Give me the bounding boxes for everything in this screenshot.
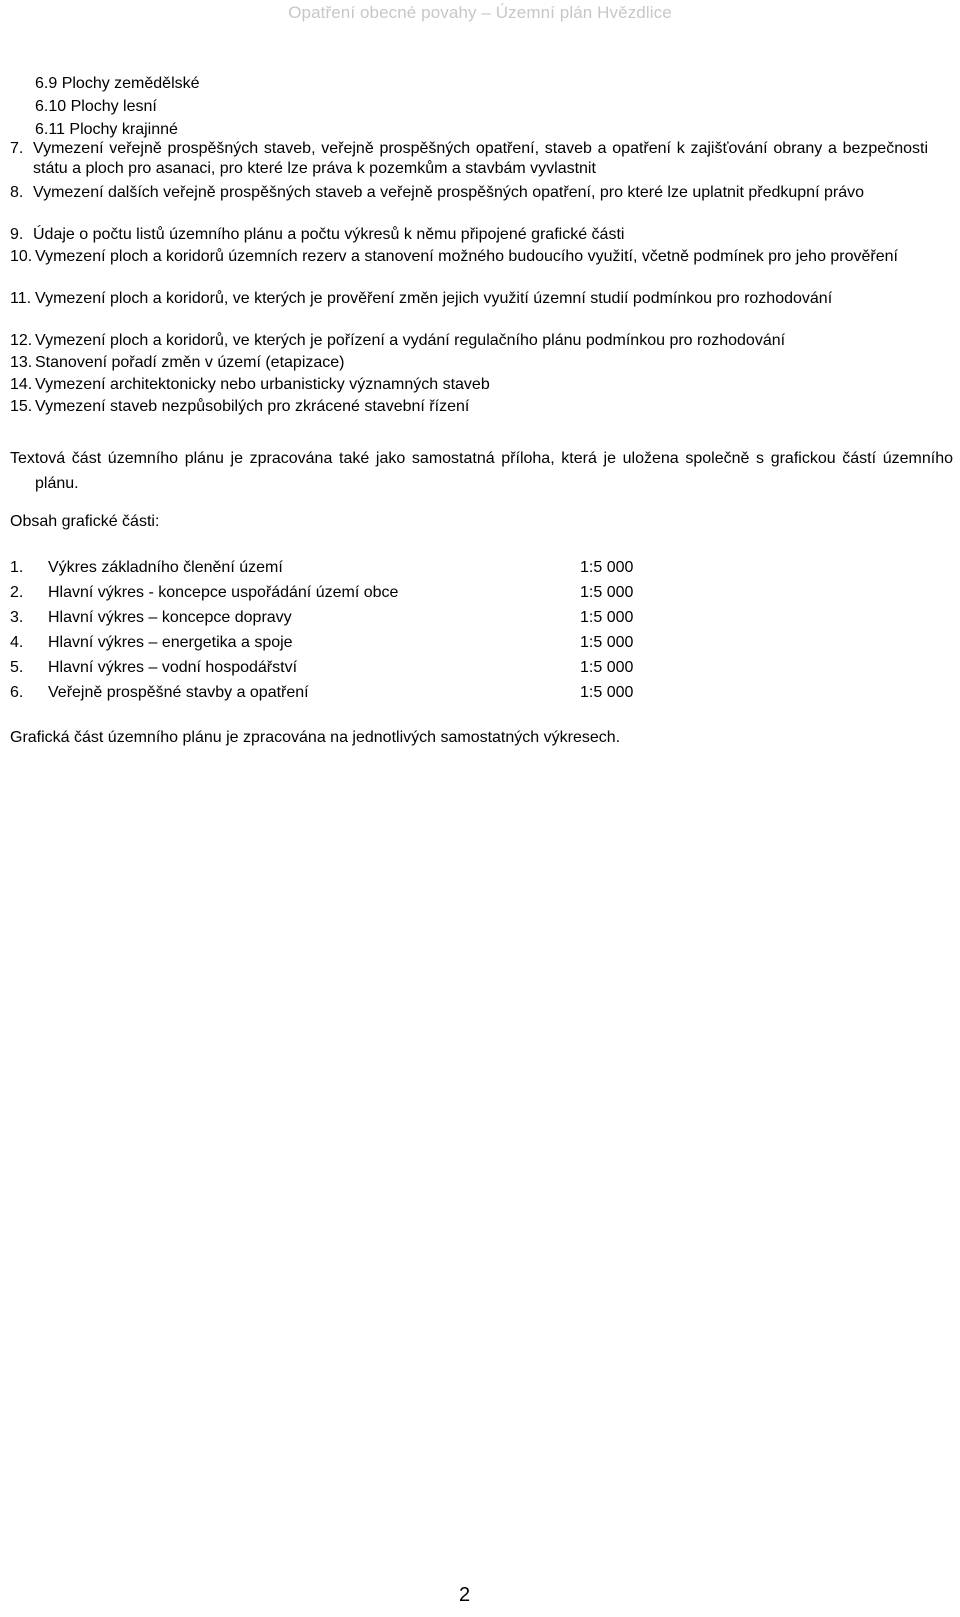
subitem-plochy-krajinne: 6.11 Plochy krajinné <box>35 121 178 138</box>
drawing-title: Hlavní výkres – koncepce dopravy <box>48 609 292 626</box>
item-number: 10. <box>10 248 33 265</box>
text-part-note: Textová část územního plánu je zpracována také jako samostatná příloha, která je uložena společně s grafickou částí územního plánu. <box>10 450 953 492</box>
drawing-title: Hlavní výkres - koncepce uspořádání území obce <box>48 584 399 601</box>
item-text: Vymezení ploch a koridorů, ve kterých je pořízení a vydání regulačního plánu podmínkou pro rozhodování <box>35 332 786 349</box>
drawing-scale: 1:5 000 <box>580 609 634 626</box>
subitem-plochy-zemedelske: 6.9 Plochy zemědělské <box>35 75 200 92</box>
graphic-part-note: Grafická část územního plánu je zpracována na jednotlivých samostatných výkresech. <box>10 729 621 746</box>
drawing-scale: 1:5 000 <box>580 634 634 651</box>
drawing-row <box>10 658 650 678</box>
item-number: 11. <box>10 290 32 307</box>
list-item-7 <box>10 139 928 179</box>
item-text: Údaje o počtu listů územního plánu a počtu výkresů k němu připojené grafické části <box>33 226 625 243</box>
drawing-number: 5. <box>10 659 24 676</box>
drawing-title: Hlavní výkres – vodní hospodářství <box>48 659 298 676</box>
drawing-scale: 1:5 000 <box>580 659 634 676</box>
list-item-15 <box>10 397 928 417</box>
page-number: 2 <box>459 1584 471 1606</box>
drawing-title: Výkres základního členění území <box>48 559 283 576</box>
drawing-row <box>10 683 650 703</box>
drawing-title: Veřejně prospěšné stavby a opatření <box>48 684 309 701</box>
drawing-scale: 1:5 000 <box>580 684 634 701</box>
item-number: 14. <box>10 376 33 393</box>
item-number: 13. <box>10 354 33 371</box>
drawing-number: 1. <box>10 559 24 576</box>
item-number: 15. <box>10 398 33 415</box>
item-text: Stanovení pořadí změn v území (etapizace) <box>35 354 345 371</box>
item-number: 12. <box>10 332 33 349</box>
item-number: 7. <box>10 140 24 157</box>
drawing-row <box>10 583 650 603</box>
drawing-number: 4. <box>10 634 24 651</box>
running-header: Opatření obecné povahy – Územní plán Hvězdlice <box>288 3 672 22</box>
list-item-9 <box>10 225 928 245</box>
list-item-8 <box>10 183 928 203</box>
item-text: Vymezení ploch a koridorů, ve kterých je prověření změn jejich využití územní studií podmínkou pro rozhodování <box>35 290 833 307</box>
item-text: Vymezení veřejně prospěšných staveb, veřejně prospěšných opatření, staveb a opatření k zajišťování obrany a bezpečnosti státu a ploch pro asanaci, pro které lze práva k pozemkům a stavbám vyvlastnit <box>33 140 928 177</box>
drawing-number: 2. <box>10 584 24 601</box>
list-item-10 <box>10 247 928 267</box>
drawing-row <box>10 558 650 578</box>
drawing-scale: 1:5 000 <box>580 559 634 576</box>
graphic-part-heading: Obsah grafické části: <box>10 513 160 530</box>
list-item-14 <box>10 375 928 395</box>
drawing-number: 6. <box>10 684 24 701</box>
list-item-13 <box>10 353 928 373</box>
drawing-number: 3. <box>10 609 24 626</box>
drawing-title: Hlavní výkres – energetika a spoje <box>48 634 293 651</box>
drawing-row <box>10 633 650 653</box>
drawing-row <box>10 608 650 628</box>
item-text: Vymezení dalších veřejně prospěšných staveb a veřejně prospěšných opatření, pro které lze uplatnit předkupní právo <box>33 184 864 201</box>
item-text: Vymezení staveb nezpůsobilých pro zkrácené stavební řízení <box>35 398 470 415</box>
list-item-11 <box>10 289 928 309</box>
item-number: 8. <box>10 184 24 201</box>
item-text: Vymezení architektonicky nebo urbanisticky významných staveb <box>35 376 490 393</box>
subitem-plochy-lesni: 6.10 Plochy lesní <box>35 98 157 115</box>
list-item-12 <box>10 331 928 351</box>
item-text: Vymezení ploch a koridorů územních rezerv a stanovení možného budoucího využití, včetně podmínek pro jeho prověření <box>35 248 898 265</box>
item-number: 9. <box>10 226 24 243</box>
drawing-scale: 1:5 000 <box>580 584 634 601</box>
